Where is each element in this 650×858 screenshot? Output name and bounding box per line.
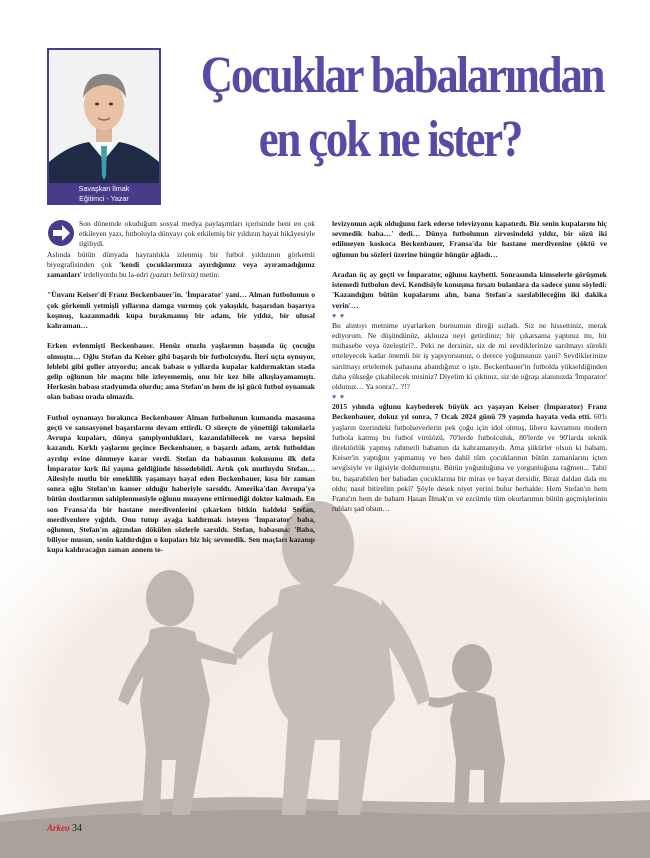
author-role: Eğitimci - Yazar: [79, 193, 129, 203]
closing-paragraph: [332, 402, 607, 514]
context-text-bold: 'kendi çocuklarımıza ayırdığımız veya ayıramadığımız zamanları': [47, 259, 315, 280]
context-paragraph: [47, 250, 315, 281]
arrow-right-icon: [47, 219, 75, 247]
closing-bold-text: 2015 yılında oğlunu kaybederek büyük acı yaşayan Keiser (İmparator) Franz Beckenbauer, dokuz yıl sonra, 7 Ocak 2024 günü 79 yaşında hayata veda etti.: [332, 402, 607, 422]
quote-paragraph-2: Erken evlenmişti Beckenbauer. Henüz otuzlu yaşlarının başında üç çocuğu olmuştu… Oğlu Stefan da Keiser gibi başarılı bir futbolcuydu. İleri uçta oynuyor, leblebi gibi goller atıyordu; ancak babası o yıllarda kupalar kaldırmaktan stada gelip oğlunun bir maçını bile izleyememiş, onu bir kez bile alkışlayamamıştı. Herkesin babası stadyumda olurdu; ama Stefan'ın hem de işi gücü futbol oynamak olan babası orada olmazdı.: [47, 341, 315, 402]
intro-paragraph: [47, 219, 315, 250]
quote-paragraph-1: "Ünvanı Keiser'di Franz Beckenbauer'in. 'İmparator' yani… Alman futbolunun o çok görkemli yetmişli yıllarına damga vurmuş çok yakışıklı, başarıdan başarıya koşmuş, kazanmadık kupa bırakmamış bir adam, bir yıldız, bir ulusal kahraman…: [47, 290, 315, 331]
page-number: 34: [72, 823, 82, 834]
right-column: [332, 219, 607, 514]
closing-text: 60'lı yaşların üzerindeki futbolseverlerin pek çoğu için idol olmuş, libero kavramını modern futbola katmış bu futbol virtüözü, 70'lerde futbolculuk, 80'lerde ve 90'larda teknik direktörlük yapmış rahmetli babamın da kahramanıydı. Ama şükürler olsun ki babam, Keiser'in yaptığını yapmamış ve ben dahil tüm çocuklarının bütün zamanlarını içten sevgisiyle ve ilgisiyle doldurmuştu. Bütün yoğunluğuna ve yorgunluğuna rağmen... Tabii bu, başarabilen her babadan çocuklarına bir miras ve hayat dersidir. Biraz daldan dala mı oldu; nasıl bitirelim peki? Şöyle desek niyet yerini bulur herhalde: Hem Stefan'ın hem Franz'ın hem de babam Hasan İlmak'ın ve ezcümle tüm okurlarımın bütün geçmişlerinin ruhları şad olsun…: [332, 412, 607, 514]
intro-text: Son dönemde okuduğum sosyal medya paylaşımları içerisinde beni en çok etkileyen yazı, futboluyla dünyayı çok etkilemiş bir yıldızın hayat hikâyesiyle ilgiliydi.: [79, 219, 315, 249]
title-line-1: Çocuklar babalarından: [200, 47, 604, 104]
heart-divider-2: ♥ ♥: [332, 393, 346, 402]
quote-paragraph-4: levizyonun açık olduğunu fark ederse televizyonu kapatırdı. Biz senin kupalarını hiç sevmedik baba…' dedi… Dünya futbolunun zirvesindeki yıldız, bir sözü iki edilmeyen koskoca Beckenbauer, Fransa'da bir hastane merdivenine çöktü ve oğlunun bu sözleri üzerine hüngür hüngür ağladı…: [332, 219, 607, 259]
heart-divider: ♥ ♥: [332, 311, 346, 320]
author-portrait: [47, 48, 161, 205]
author-name: Savaşkan İlmak: [78, 184, 130, 193]
context-text-e: metin:: [198, 270, 220, 280]
title-line-2: en çok ne ister?: [258, 111, 522, 168]
magazine-logo: Arkeo: [47, 823, 70, 833]
left-column: [47, 219, 315, 556]
page-footer: [47, 823, 82, 834]
quote-paragraph-3: Futbol oynamayı bırakınca Beckenbauer Alman futbolunun kumanda masasına geçti ve sansasyonel başarılarını devam ettirdi. O süreçte de yönettiği takımlarla Avrupa kupaları, dünya şampiyonlukları, kazanılabilecek ne varsa hepsini kazandı. Kırklı yaşlarını geçince Beckenbauer, o başarılı adam, artık futboldan ayrılıp evine dönmeye karar verdi. Stefan da babasının kokusunu ilk defa İmparator kırk iki yaşına geldiğinde hissedebildi. Artık çok mutluydu Stefan… Ailesiyle mutlu bir emeklilik yaşamayı hayal eden Beckenbauer, kısa bir zaman sonra oğlu Stefan'ın kanser olduğu haberiyle sarsıldı. Amerika'dan Avrupa'ya bütün dostlarının sahiplenmesiyle oğlunu muayene ettirmediği doktor kalmadı. En son Fransa'da bir hastane merdivenlerini çıkarken bitkin haldeki Stefan, merdivenlere yığıldı. Onu tutup ayağa kaldırmak isteyen 'İmparator' baba, oğlunun, Stefan'ın ağzından dökülen sözlerle sarsıldı. Stefan, babasına: 'Baba, biliyor musun, senin kaldırdığın o kupaları biz hiç sevmedik. Sen maçları kazanıp kupa kaldıracağın zaman annem te-: [47, 412, 315, 555]
context-text-italic: (yazarı belirsiz): [150, 270, 199, 280]
quote-paragraph-5: Aradan üç ay geçti ve İmparator, oğlunu kaybetti. Sonrasında kimselerle görüşmek istemedi futbolun devi. Kendisiyle konuşma fırsatı bulanlara da sadece şunu söyledi: 'Kazandığım bütün kupalarımı alın, bana Stefan'a sarılabileceğim iki dakika verin'…: [332, 270, 607, 310]
author-photo: [49, 50, 159, 183]
author-caption: [49, 183, 159, 203]
reflection-paragraph: Bu alıntıyı metnime uyarlarken burnumun direği sızladı. Siz ne hissettiniz, merak ediyorum. Ne düşündünüz, aklınıza neyi getirdiniz; bir çıkarsama yaptınız mı, bir muhasebe veya özeleştiri?.. Peki ne dersiniz, siz de mi sevdiklerinize sarılmayı sürekli erteleyecek kadar önemli bir iş yapıyorsunuz, o derece yoğunsunuz yani? Sevdiklerinize sarılmayı ertelemek pahasına abandığınız o işte, Beckenbauer'in futbolda yükseldiğinden daha yükseğe çıkabilecek misiniz? Diyelim ki çıktınız, siz de uğraşı alanınızda 'İmparator' oldunuz… Ya sonra?.. ?!?: [332, 320, 607, 392]
context-text-c: irdeliyordu bu la-edri: [81, 270, 151, 280]
page-title: [200, 44, 604, 172]
context-text-a: Aslında bütün dünyada hayranlıkla izlenmiş bir futbol yıldızının görkemli biyografisinden çok: [47, 249, 315, 269]
